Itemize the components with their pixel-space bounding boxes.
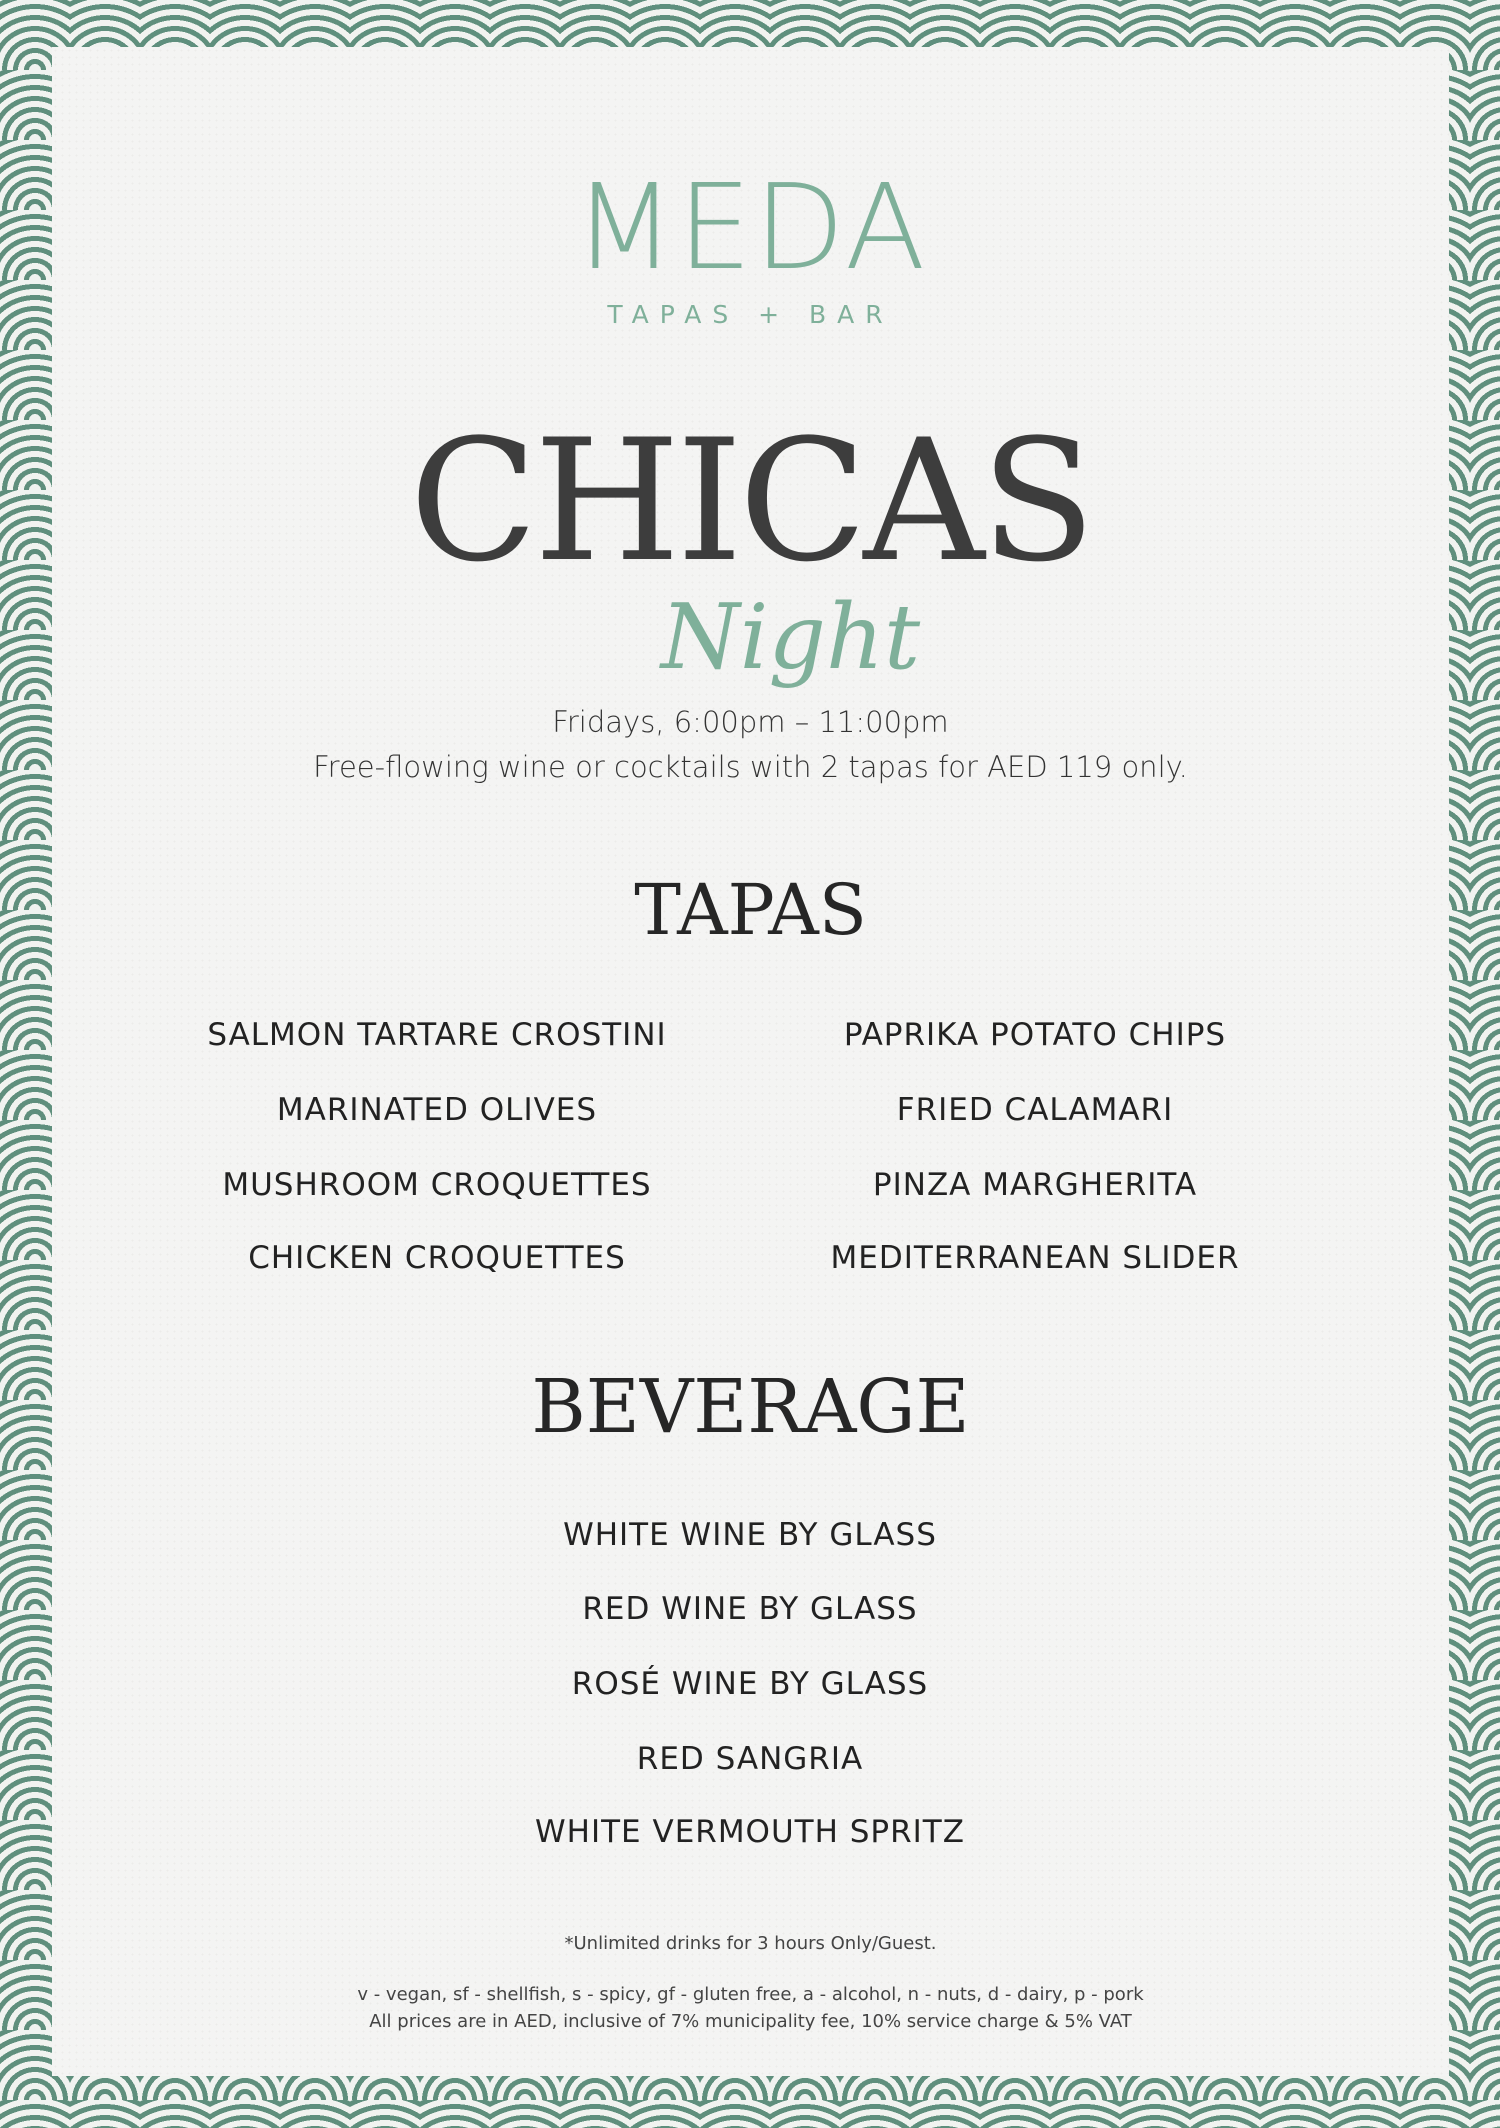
menu-card bbox=[52, 47, 1449, 2076]
beverage-item: WHITE VERMOUTH SPRITZ bbox=[535, 1814, 965, 1850]
beverage-item: ROSÉ WINE BY GLASS bbox=[571, 1666, 929, 1702]
beverage-item: RED WINE BY GLASS bbox=[582, 1591, 918, 1627]
brand-tagline: TAPAS + BAR bbox=[607, 300, 894, 329]
tapas-item: SALMON TARTARE CROSTINI bbox=[207, 1017, 667, 1053]
tapas-item: PINZA MARGHERITA bbox=[872, 1167, 1198, 1203]
tapas-item: CHICKEN CROQUETTES bbox=[248, 1240, 626, 1276]
beverage-item: WHITE WINE BY GLASS bbox=[563, 1517, 937, 1553]
brand-logo: MEDA bbox=[573, 158, 928, 296]
tapas-item: MEDITERRANEAN SLIDER bbox=[830, 1240, 1240, 1276]
beverage-item: RED SANGRIA bbox=[636, 1741, 864, 1777]
footnote: *Unlimited drinks for 3 hours Only/Guest. bbox=[564, 1933, 937, 1954]
event-script-title: Night bbox=[660, 585, 921, 690]
tapas-item: FRIED CALAMARI bbox=[896, 1092, 1174, 1128]
tapas-heading: TAPAS bbox=[634, 869, 867, 951]
tapas-item: MUSHROOM CROQUETTES bbox=[222, 1167, 652, 1203]
beverage-heading: BEVERAGE bbox=[531, 1364, 970, 1450]
tapas-item: PAPRIKA POTATO CHIPS bbox=[843, 1017, 1227, 1053]
event-schedule: Fridays, 6:00pm – 11:00pm bbox=[552, 705, 949, 739]
event-title: CHICAS bbox=[409, 403, 1092, 599]
dietary-legend: v - vegan, sf - shellfish, s - spicy, gf - gluten free, a - alcohol, n - nuts, d - dairy, p - pork bbox=[357, 1984, 1144, 2005]
tapas-item: MARINATED OLIVES bbox=[276, 1092, 598, 1128]
price-disclaimer: All prices are in AED, inclusive of 7% municipality fee, 10% service charge & 5% VAT bbox=[369, 2011, 1132, 2032]
event-offer: Free-flowing wine or cocktails with 2 tapas for AED 119 only. bbox=[313, 750, 1188, 784]
